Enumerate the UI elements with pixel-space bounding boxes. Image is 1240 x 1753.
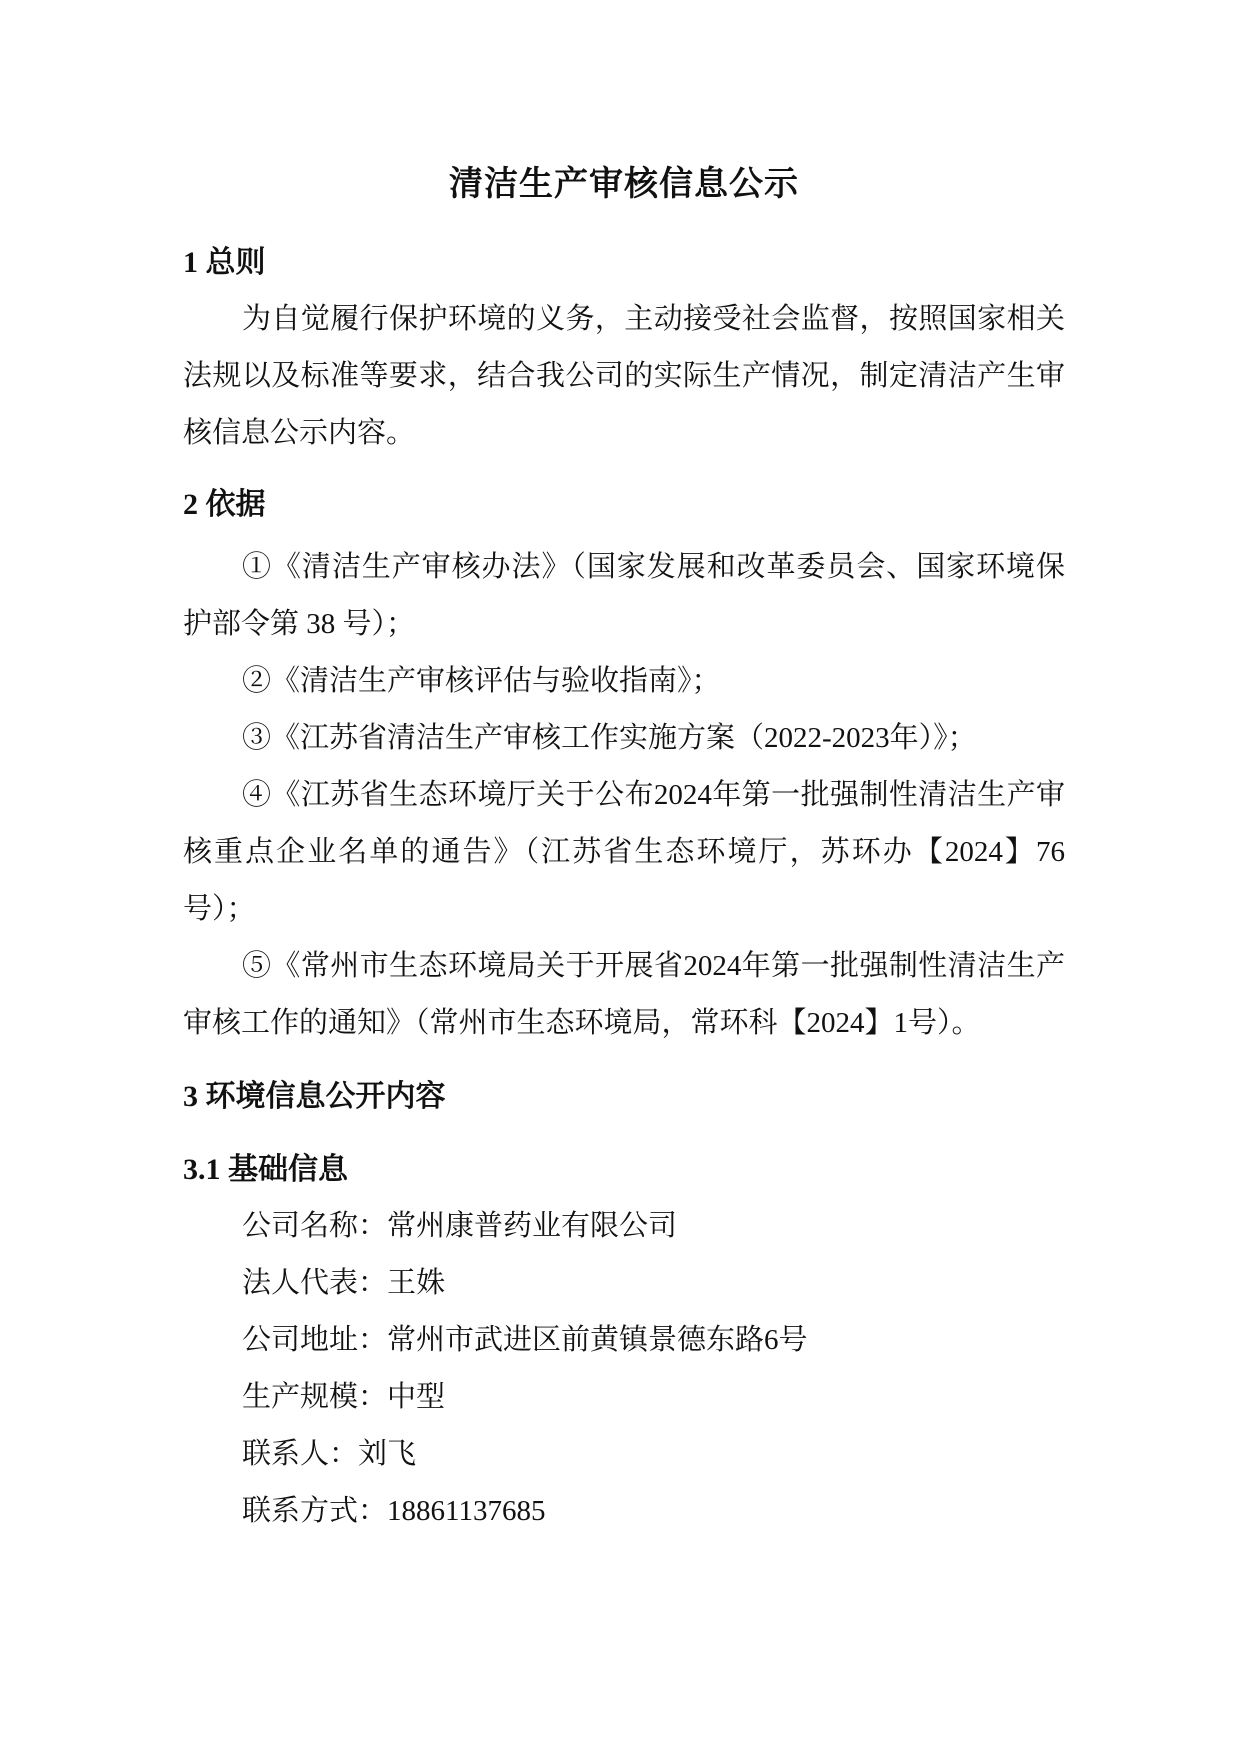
- reference-item-line: ②《清洁生产审核评估与验收指南》；: [242, 665, 721, 697]
- info-value: 18861137685: [387, 1495, 546, 1527]
- info-row-legal-representative: [183, 1255, 1065, 1312]
- info-value: 刘飞: [358, 1438, 417, 1470]
- info-label: 联系方式：: [242, 1495, 388, 1527]
- reference-item-line: 号）；: [183, 893, 256, 925]
- reference-item-line: ③《江苏省清洁生产审核工作实施方案（2022-2023年）》；: [242, 722, 977, 754]
- info-row-production-scale: [183, 1369, 1065, 1426]
- info-label: 公司地址：: [242, 1324, 388, 1356]
- reference-item-line: ①《清洁生产审核办法》（国家发展和改革委员会、国家环境保: [242, 551, 1065, 583]
- info-label: 法人代表：: [242, 1267, 388, 1299]
- basic-info-list: [183, 1198, 1065, 1540]
- reference-item-1: [183, 539, 1065, 653]
- info-value: 常州市武进区前黄镇景德东路6号: [387, 1324, 808, 1356]
- reference-item-line: 护部令第 38 号）；: [183, 608, 416, 640]
- section-2-heading: 2 依据: [183, 488, 266, 521]
- paragraph-line: 为自觉履行保护环境的义务，主动接受社会监督，按照国家相关: [242, 303, 1065, 335]
- section-1-paragraph: [183, 291, 1065, 462]
- section-1-heading: 1 总则: [183, 246, 266, 279]
- reference-item-3: [183, 710, 1065, 767]
- info-row-company-name: [183, 1198, 1065, 1255]
- reference-item-line: 审核工作的通知》（常州市生态环境局，常环科【2024】1号）。: [183, 1007, 981, 1039]
- reference-item-line: 核重点企业名单的通告》（江苏省生态环境厅，苏环办【2024】76: [183, 836, 1065, 868]
- info-row-contact-phone: [183, 1483, 1065, 1540]
- info-row-contact-person: [183, 1426, 1065, 1483]
- section-3-1-heading: 3.1 基础信息: [183, 1153, 348, 1186]
- info-label: 联系人：: [242, 1438, 359, 1470]
- reference-item-line: ⑤《常州市生态环境局关于开展省2024年第一批强制性清洁生产: [242, 950, 1065, 982]
- info-value: 中型: [387, 1381, 446, 1413]
- paragraph-line: 法规以及标准等要求，结合我公司的实际生产情况，制定清洁产生审: [183, 360, 1065, 392]
- reference-item-5: [183, 938, 1065, 1052]
- info-row-company-address: [183, 1312, 1065, 1369]
- info-label: 公司名称：: [242, 1210, 388, 1242]
- document-title: 清洁生产审核信息公示: [449, 166, 799, 203]
- info-value: 王姝: [387, 1267, 446, 1299]
- info-label: 生产规模：: [242, 1381, 388, 1413]
- info-value: 常州康普药业有限公司: [387, 1210, 678, 1242]
- reference-item-4: [183, 767, 1065, 938]
- reference-item-2: [183, 653, 1065, 710]
- paragraph-line: 核信息公示内容。: [183, 417, 416, 449]
- reference-item-line: ④《江苏省生态环境厅关于公布2024年第一批强制性清洁生产审: [242, 779, 1065, 811]
- section-3-heading: 3 环境信息公开内容: [183, 1080, 446, 1113]
- document-content: [183, 0, 1065, 1540]
